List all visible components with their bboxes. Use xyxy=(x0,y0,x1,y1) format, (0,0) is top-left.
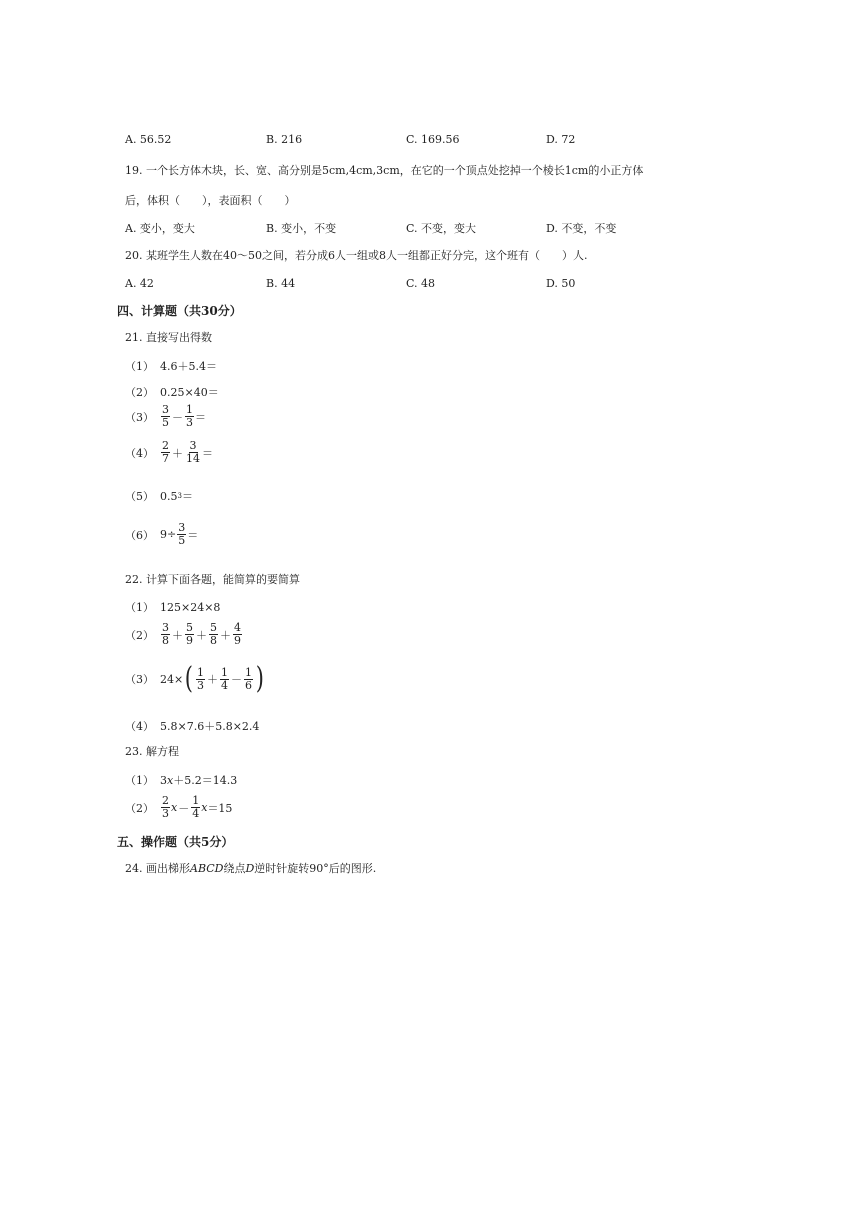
expression-rest: ＝15 xyxy=(207,801,233,815)
q19-line1: 19. 一个长方体木块，长、宽、高分别是5cm,4cm,3cm，在它的一个顶点处挖掉一个棱长1cm的小正方体 xyxy=(125,164,644,177)
q18-option-a: A. 56.52 xyxy=(125,133,172,146)
fraction: $\frac{1}{4}$ xyxy=(220,665,228,692)
operator: ＋ xyxy=(172,446,183,460)
fraction: $\frac{1}{6}$ xyxy=(244,665,252,692)
section5-heading: 五、操作题（共5分） xyxy=(117,835,234,849)
q20-option-b: B. 44 xyxy=(266,277,296,290)
q18-option-d: D. 72 xyxy=(546,133,576,146)
fraction: $\frac{2}{3}$ xyxy=(162,794,169,820)
operator: ＋ xyxy=(220,628,231,642)
q24-mid: 绕点 xyxy=(223,862,246,875)
item-number: （1） xyxy=(125,601,154,614)
expression: 4.6＋5.4＝ xyxy=(160,360,217,373)
variable: x xyxy=(201,801,208,814)
q24-post: 逆时针旋转90°后的图形. xyxy=(254,862,377,875)
right-paren: ) xyxy=(255,661,264,696)
q21-item-4 xyxy=(125,440,213,465)
equals: ＝ xyxy=(181,490,193,503)
fraction: $\frac{1}{3}$ xyxy=(186,403,193,429)
fraction: $\frac{3}{8}$ xyxy=(162,621,169,647)
q20-text: 20. 某班学生人数在40～50之间，若分成6人一组或8人一组都正好分完，这个班有（ ）人. xyxy=(125,249,588,262)
item-number: （3） xyxy=(125,410,154,424)
operator: ＋ xyxy=(172,628,183,642)
expression-rest: ＋5.2＝14.3 xyxy=(173,774,238,787)
fraction: $\frac{3}{5}$ xyxy=(178,521,186,547)
item-number: （4） xyxy=(125,720,154,733)
fraction: $\frac{2}{7}$ xyxy=(162,439,169,465)
q20-option-c: C. 48 xyxy=(406,277,436,290)
q18-option-c: C. 169.56 xyxy=(406,133,460,146)
q23-item-1 xyxy=(125,772,237,788)
q20-option-d: D. 50 xyxy=(546,277,576,290)
q18-options xyxy=(125,133,745,147)
item-number: （5） xyxy=(125,490,154,503)
expression: 125×24×8 xyxy=(160,600,221,614)
operator: － xyxy=(178,801,190,815)
q19-option-b: B. 变小，不变 xyxy=(266,222,337,235)
item-number: （2） xyxy=(125,801,154,815)
item-number: （1） xyxy=(125,360,154,373)
lead-term: 24× xyxy=(160,672,184,686)
item-number: （2） xyxy=(125,628,154,642)
fraction: $\frac{4}{9}$ xyxy=(234,621,241,647)
item-number: （1） xyxy=(125,774,154,787)
section4-heading: 四、计算题（共30分） xyxy=(117,304,242,318)
operator: ＋ xyxy=(196,628,207,642)
q21-title: 21. 直接写出得数 xyxy=(125,331,212,344)
q22-item-2 xyxy=(125,622,243,647)
fraction: $\frac{5}{8}$ xyxy=(210,621,217,647)
q24-pre: 24. 画出梯形 xyxy=(125,862,190,875)
q24-point: D xyxy=(245,862,255,875)
item-number: （6） xyxy=(125,528,154,542)
fraction: $\frac{3}{14}$ xyxy=(186,439,200,465)
q22-item-3 xyxy=(125,661,266,696)
q21-item-2 xyxy=(125,384,219,400)
variable: x xyxy=(171,801,178,814)
q23-title: 23. 解方程 xyxy=(125,745,179,758)
q21-item-6 xyxy=(125,522,198,547)
q19-option-d: D. 不变，不变 xyxy=(546,222,617,235)
item-number: （3） xyxy=(125,673,154,686)
operator: － xyxy=(230,673,242,686)
item-number: （2） xyxy=(125,386,154,399)
q23-item-2 xyxy=(125,795,232,820)
lead-term: 9÷ xyxy=(160,528,177,541)
q20-option-a: A. 42 xyxy=(125,277,154,290)
q24-text xyxy=(125,862,376,876)
q21-item-3 xyxy=(125,404,206,429)
variable: x xyxy=(167,773,174,787)
q22-item-1 xyxy=(125,599,220,615)
coefficient: 3 xyxy=(160,773,167,787)
q19-option-a: A. 变小，变大 xyxy=(125,222,195,235)
q20-options xyxy=(125,277,745,291)
q22-item-4 xyxy=(125,718,259,734)
exponent: 3 xyxy=(177,492,182,500)
q19-options xyxy=(125,222,745,236)
q21-item-5 xyxy=(125,488,193,504)
operator: ＋ xyxy=(206,673,218,686)
q18-option-b: B. 216 xyxy=(266,133,303,146)
equals: ＝ xyxy=(202,446,213,460)
operator: － xyxy=(172,410,183,424)
q19-option-c: C. 不变，变大 xyxy=(406,222,477,235)
base: 0.5 xyxy=(160,489,178,503)
q21-item-1 xyxy=(125,358,217,374)
q19-line2: 后，体积（ ），表面积（ ） xyxy=(125,194,296,207)
expression: 5.8×7.6＋5.8×2.4 xyxy=(160,720,260,733)
equals: ＝ xyxy=(187,528,199,542)
fraction: $\frac{3}{5}$ xyxy=(162,403,169,429)
expression: 0.25×40＝ xyxy=(160,386,219,399)
fraction: $\frac{1}{4}$ xyxy=(192,794,200,820)
fraction: $\frac{5}{9}$ xyxy=(186,621,193,647)
equals: ＝ xyxy=(195,410,206,424)
fraction: $\frac{1}{3}$ xyxy=(196,665,204,692)
left-paren: ( xyxy=(184,661,194,696)
item-number: （4） xyxy=(125,446,154,460)
q22-title: 22. 计算下面各题，能简算的要简算 xyxy=(125,573,300,586)
q24-shape-name: ABCD xyxy=(190,862,224,875)
